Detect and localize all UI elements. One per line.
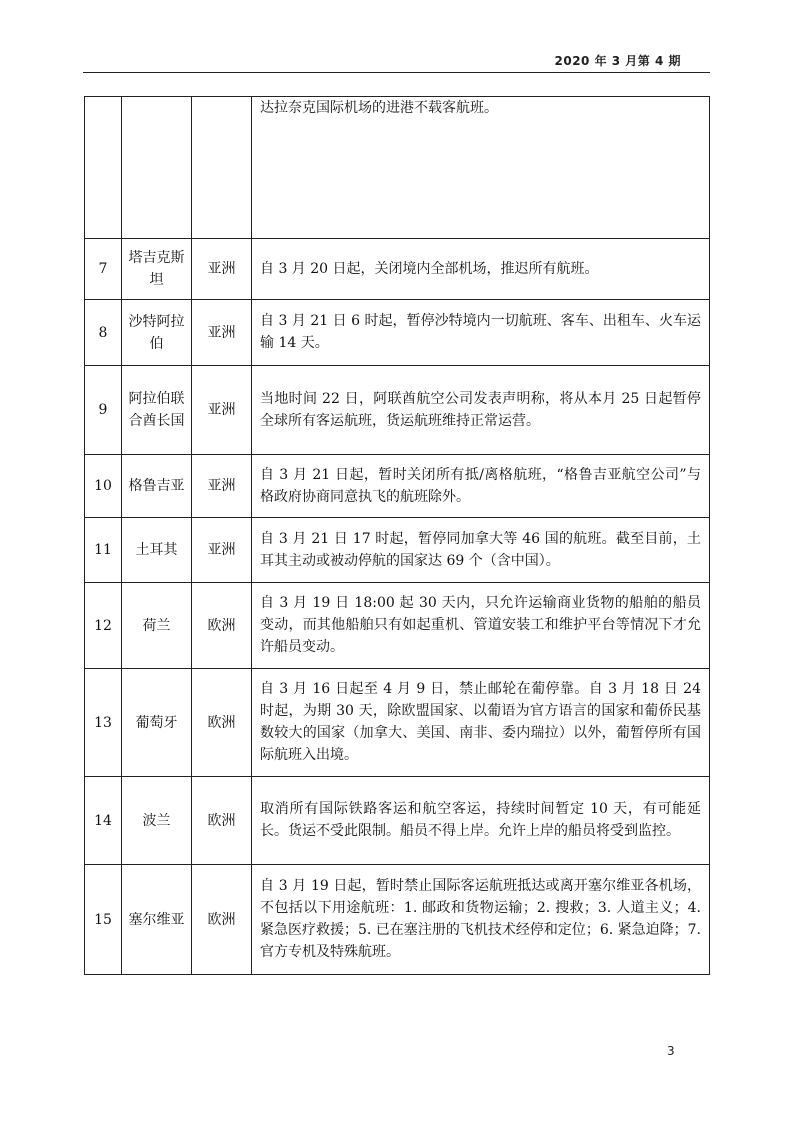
country-cell: 阿拉伯联合酋长国 bbox=[122, 366, 192, 455]
country-cell: 葡萄牙 bbox=[122, 669, 192, 777]
table-row bbox=[85, 777, 710, 865]
row-number: 10 bbox=[85, 455, 122, 518]
region-cell bbox=[192, 97, 252, 239]
region-cell: 亚洲 bbox=[192, 366, 252, 455]
region-cell: 亚洲 bbox=[192, 300, 252, 366]
country-cell: 塔吉克斯坦 bbox=[122, 239, 192, 300]
country-cell: 塞尔维亚 bbox=[122, 865, 192, 975]
table-row bbox=[85, 583, 710, 669]
issue-header: 2020 年 3 月第 4 期 bbox=[554, 54, 681, 68]
measure-cell: 取消所有国际铁路客运和航空客运，持续时间暂定 10 天，有可能延长。货运不受此限制。船员不得上岸。允许上岸的船员将受到监控。 bbox=[252, 777, 710, 865]
region-cell: 亚洲 bbox=[192, 455, 252, 518]
header-divider bbox=[83, 72, 710, 73]
measure-cell: 自 3 月 19 日起，暂时禁止国际客运航班抵达或离开塞尔维亚各机场，不包括以下用途航班：1. 邮政和货物运输；2. 搜救；3. 人道主义；4. 紧急医疗救援；5. 已在塞注册的飞机技术经停和定位；6. 紧急迫降；7. 官方专机及特殊航班。 bbox=[252, 865, 710, 975]
country-cell: 荷兰 bbox=[122, 583, 192, 669]
page-number: 3 bbox=[667, 1044, 675, 1058]
table-row bbox=[85, 300, 710, 366]
table-row bbox=[85, 865, 710, 975]
table-row bbox=[85, 669, 710, 777]
row-number: 15 bbox=[85, 865, 122, 975]
region-cell: 欧洲 bbox=[192, 777, 252, 865]
region-cell: 亚洲 bbox=[192, 518, 252, 583]
table-row bbox=[85, 518, 710, 583]
measure-cell: 自 3 月 16 日起至 4 月 9 日，禁止邮轮在葡停靠。自 3 月 18 日 24 时起，为期 30 天，除欧盟国家、以葡语为官方语言的国家和葡侨民基数较大的国家（加拿大、美国、南非、委内瑞拉）以外，葡暂停所有国际航班入出境。 bbox=[252, 669, 710, 777]
row-number bbox=[85, 97, 122, 239]
row-number: 7 bbox=[85, 239, 122, 300]
row-number: 9 bbox=[85, 366, 122, 455]
region-cell: 欧洲 bbox=[192, 669, 252, 777]
row-number: 12 bbox=[85, 583, 122, 669]
table-row bbox=[85, 239, 710, 300]
measure-cell: 自 3 月 21 日 6 时起，暂停沙特境内一切航班、客车、出租车、火车运输 14 天。 bbox=[252, 300, 710, 366]
row-number: 8 bbox=[85, 300, 122, 366]
row-number: 14 bbox=[85, 777, 122, 865]
measure-cell: 自 3 月 21 日 17 时起，暂停同加拿大等 46 国的航班。截至目前，土耳其主动或被动停航的国家达 69 个（含中国）。 bbox=[252, 518, 710, 583]
region-cell: 欧洲 bbox=[192, 865, 252, 975]
row-number: 13 bbox=[85, 669, 122, 777]
country-cell: 格鲁吉亚 bbox=[122, 455, 192, 518]
measure-cell: 自 3 月 19 日 18:00 起 30 天内，只允许运输商业货物的船舶的船员变动，而其他船舶只有如起重机、管道安装工和维护平台等情况下才允许船员变动。 bbox=[252, 583, 710, 669]
measure-cell: 自 3 月 20 日起，关闭境内全部机场，推迟所有航班。 bbox=[252, 239, 710, 300]
country-cell: 土耳其 bbox=[122, 518, 192, 583]
country-cell bbox=[122, 97, 192, 239]
region-cell: 欧洲 bbox=[192, 583, 252, 669]
measure-cell: 自 3 月 21 日起，暂时关闭所有抵/离格航班，“格鲁吉亚航空公司”与格政府协商同意执飞的航班除外。 bbox=[252, 455, 710, 518]
country-cell: 沙特阿拉伯 bbox=[122, 300, 192, 366]
country-cell: 波兰 bbox=[122, 777, 192, 865]
row-number: 11 bbox=[85, 518, 122, 583]
measure-cell: 达拉奈克国际机场的进港不载客航班。 bbox=[252, 97, 710, 239]
region-cell: 亚洲 bbox=[192, 239, 252, 300]
table-row bbox=[85, 366, 710, 455]
policy-table bbox=[84, 96, 710, 975]
table-row bbox=[85, 97, 710, 239]
table-row bbox=[85, 455, 710, 518]
measure-cell: 当地时间 22 日，阿联酋航空公司发表声明称，将从本月 25 日起暂停全球所有客运航班，货运航班维持正常运营。 bbox=[252, 366, 710, 455]
